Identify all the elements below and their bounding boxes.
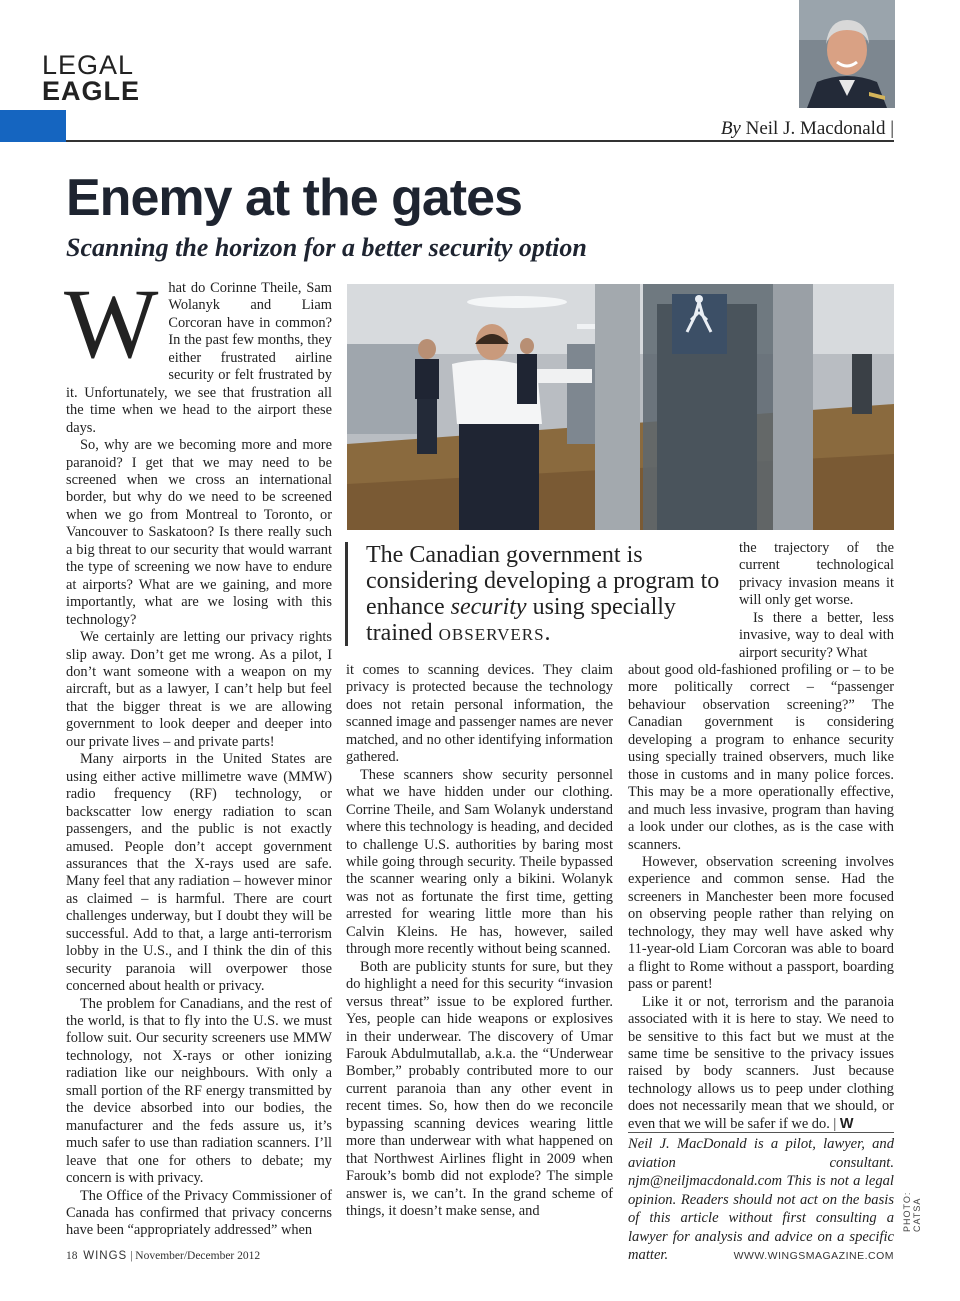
- footer-left: [66, 1250, 260, 1262]
- paragraph: Both are publicity stunts for sure, but they do highlight a need for this security “invasion versus threat” issue to be explored further. Yes, people can hide weapons or explosives in their underwear. The discovery of Umar Farouk Abdulmutallab, a.k.a. the “Underwear Bomber,” probably contributed more to our current paranoia than any other event in recent times. So, how then do we reconcile bypassing scanning devices wearing little more than underwear with what happened on that Northwest Airlines flight in 2009 when Farouk’s bomb did not explode? The simple answer is, we can’t. In the grand scheme of things, it doesn’t make sense, and: [346, 958, 613, 1220]
- article-column-2: [346, 662, 613, 1221]
- author-name: Neil J. Macdonald |: [745, 118, 894, 139]
- section-label-top: LEGAL: [42, 50, 135, 80]
- magazine-url: WWW.WINGSMAGAZINE.COM: [733, 1250, 894, 1262]
- header-rule: [66, 140, 894, 142]
- page-number: 18: [66, 1250, 78, 1262]
- paragraph: it comes to scanning devices. They claim privacy is protected because the technology does not retain personal information, the scanned image and passenger names are never matched, and no other identifying information gathered.: [346, 662, 613, 766]
- section-accent-bar: [0, 110, 66, 142]
- article-column-1: [64, 268, 332, 1240]
- paragraph: about good old-fashioned profiling or – to be more politically correct – “passenger behaviour observation screening?” The Canadian government is considering developing a program to enhance security using specially trained observers, much like those in customs and in many police forces. This may be a more operationally effective, and much less invasive, program than having a look under our clothes, as is the case with scanners.: [628, 662, 894, 853]
- paragraph: Is there a better, less invasive, way to deal with airport security? What: [739, 609, 894, 661]
- paragraph: The problem for Canadians, and the rest of the world, is that to fly into the U.S. we must follow suit. Our security screeners use MMW technology, not X-rays or other ionizing radiation like our neighbours. With only a small portion of the RF energy transmitted by the device absorbed into our bodies, the manufacturer and the feds assure us, it’s much safer to use than radiation scanners. I’ll leave that one for others to debate; my concern is with privacy.: [66, 995, 332, 1187]
- pull-quote-text: The Canadian government is considering developing a program to enhance: [366, 542, 720, 620]
- pull-quote-emphasis: security: [450, 594, 527, 620]
- photo-credit: PHOTO: CATSA: [902, 1191, 922, 1232]
- issue-date: | November/December 2012: [130, 1250, 261, 1262]
- opening-paragraph: What do Corinne Theile, Sam Wolanyk and Liam Corcoran have in common? In the past few months, they either frustrated airline security or felt frustrated by it. Unfortunately, we see that frustration all the time when we head to the airport these days.: [64, 268, 332, 436]
- byline: [721, 118, 894, 140]
- magazine-name: WINGS: [83, 1250, 128, 1262]
- pull-quote-smallcaps: observers.: [438, 620, 552, 646]
- author-bio: Neil J. MacDonald is a pilot, lawyer, and aviation consultant. njm@neiljmacdonald.com This is not a legal opinion. Readers should not act on the basis of this article without first consulting a lawyer for analysis and advice on a specific matter.: [628, 1132, 894, 1265]
- paragraph: However, observation screening involves experience and common sense. Had the screeners in Manchester been more focused on observing people rather than relying on technology, they may well have asked why 11-year-old Liam Corcoran was able to board a flight to Rome without a passport, boarding pass or parent!: [628, 853, 894, 993]
- paragraph: Like it or not, terrorism and the paranoia associated with it is here to stay. We need to be sensitive to this fact but we must at the same time be sensitive to the privacy issues raised by body scanners. Just because technology allows us to peep under clothing does not necessarily mean that we should, or even that we will be safer if we do. | W: [628, 993, 894, 1132]
- paragraph: We certainly are letting our privacy rights slip away. Don’t get me wrong. As a pilot, I don’t want someone with a weapon on my aircraft, but as a lawyer, I can’t help but feel that the bigger threat is we are allowing government to look deeper and deeper into our private lives – and private parts!: [66, 629, 332, 750]
- paragraph: the trajectory of the current technological privacy invasion means it will only get worse.: [739, 540, 894, 609]
- pull-quote-text-cont: using specially trained: [366, 594, 676, 646]
- article-column-3-top: [739, 540, 894, 662]
- pull-quote: [345, 542, 748, 646]
- headline: Enemy at the gates: [66, 169, 522, 227]
- article-column-3: [628, 662, 894, 1133]
- paragraph: These scanners show security personnel what we have hidden under our clothing. Corrine Theile, and Sam Wolanyk understand where this technology is heading, and decided to challenge U.S. authorities by baring most while going through security. Theile bypassed the scanner wearing only a bikini. Wolanyk was not as fortunate the first time, getting arrested for wearing little more than his Calvin Kleins. He has, however, sailed through more recently without being scanned.: [346, 766, 613, 958]
- paragraph: The Office of the Privacy Commissioner of Canada has confirmed that privacy concerns have been “appropriately addressed” when: [66, 1187, 332, 1239]
- byline-prefix: By: [720, 118, 741, 139]
- section-label-bottom: EAGLE: [42, 76, 141, 106]
- end-mark: W: [839, 1115, 854, 1132]
- drop-cap: W: [64, 268, 159, 379]
- subhead: Scanning the horizon for a better security option: [66, 233, 587, 262]
- paragraph: Many airports in the United States are using either active millimetre wave (MMW) radio frequency (RF) technology, or backscatter low energy radiation to scan passengers, and the public is not exactly amused. People don’t accept government assurances that the X-rays used are safe. Many feel that any radiation – however minor as claimed – is harmful. There are court challenges underway, but I doubt they will be successful. Add to that, a large anti-terrorism lobby in the U.S., and I think the din of this security paranoia will overpower those concerned about health or privacy.: [66, 751, 332, 995]
- author-photo: [799, 0, 895, 108]
- paragraph: So, why are we becoming more and more paranoid? I get that we may need to be screened when we cross an international border, but why do we need to be screened when we go from Montreal to Toronto, or Vancouver to Saskatoon? Is there really such a big threat to our security that would warrant the type of screening we now have to endure at airports? What are we gaining, and more importantly, what are we losing with this technology?: [66, 437, 332, 628]
- airport-security-photo: [347, 284, 894, 530]
